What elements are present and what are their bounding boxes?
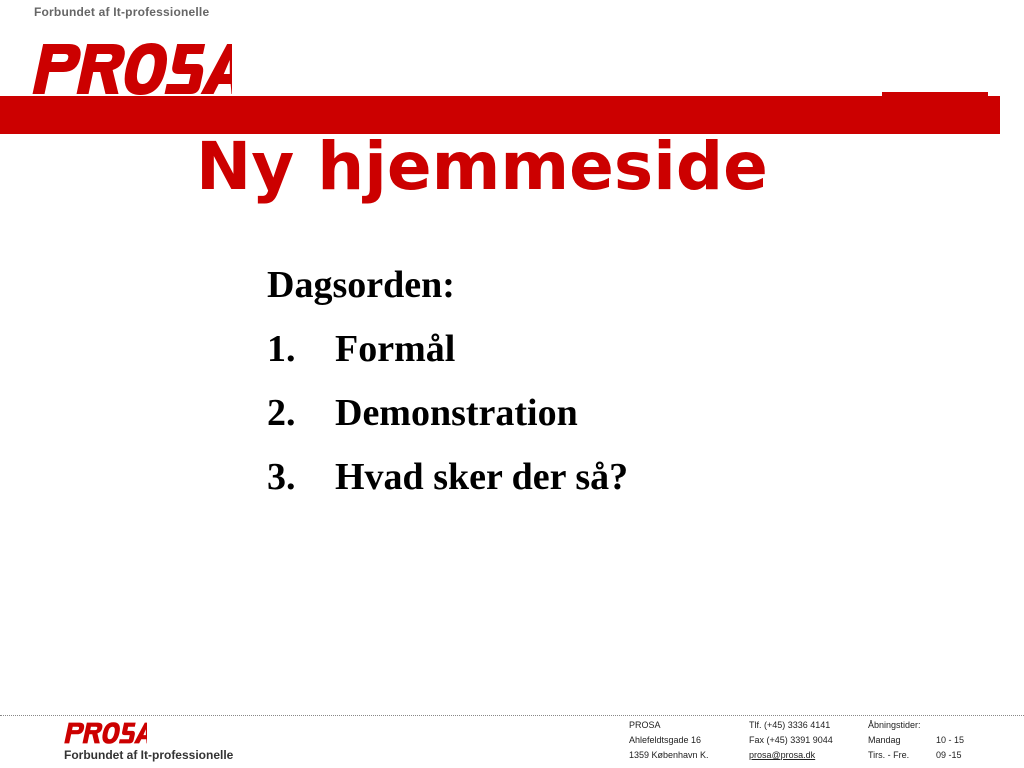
footer-contact <box>749 718 833 763</box>
agenda-item <box>267 386 628 440</box>
footer-hours-heading: Åbningstider: <box>868 720 921 730</box>
footer-prosa-logo-graphic <box>63 721 147 745</box>
footer-hours-time: 10 - 15 <box>936 735 965 745</box>
prosa-logo <box>30 40 232 98</box>
agenda <box>267 258 628 514</box>
footer-hours-time: 09 -15 <box>936 750 962 760</box>
header-tagline: Forbundet af It-professionelle <box>34 5 210 19</box>
footer-address <box>629 718 709 763</box>
agenda-item-text: Formål <box>335 328 456 370</box>
footer-hours-day: Mandag <box>868 735 901 745</box>
prosa-logo-graphic <box>30 40 232 98</box>
footer-address-line: 1359 København K. <box>629 750 709 760</box>
footer-divider <box>0 715 1024 716</box>
footer-email-link[interactable]: prosa@prosa.dk <box>749 750 816 760</box>
footer-phone: Tlf. (+45) 3336 4141 <box>749 720 831 730</box>
agenda-item-number: 2. <box>267 392 296 434</box>
agenda-item <box>267 450 628 504</box>
footer-address-line: PROSA <box>629 720 661 730</box>
agenda-heading: Dagsorden: <box>267 264 455 306</box>
footer-fax: Fax (+45) 3391 9044 <box>749 735 833 745</box>
footer-hours-day: Tirs. - Fre. <box>868 750 910 760</box>
footer-tagline: Forbundet af It-professionelle <box>64 748 234 762</box>
agenda-item-number: 1. <box>267 328 296 370</box>
agenda-item-number: 3. <box>267 456 296 498</box>
footer-prosa-logo <box>63 721 147 745</box>
agenda-item-text: Demonstration <box>335 392 578 434</box>
footer-hours-times <box>936 733 964 763</box>
agenda-item-text: Hvad sker der så? <box>335 456 629 498</box>
agenda-list <box>267 322 628 504</box>
footer-address-line: Ahlefeldtsgade 16 <box>629 735 702 745</box>
agenda-item <box>267 322 628 376</box>
slide-title: Ny hjemmeside <box>196 128 768 205</box>
footer-hours <box>868 718 921 763</box>
